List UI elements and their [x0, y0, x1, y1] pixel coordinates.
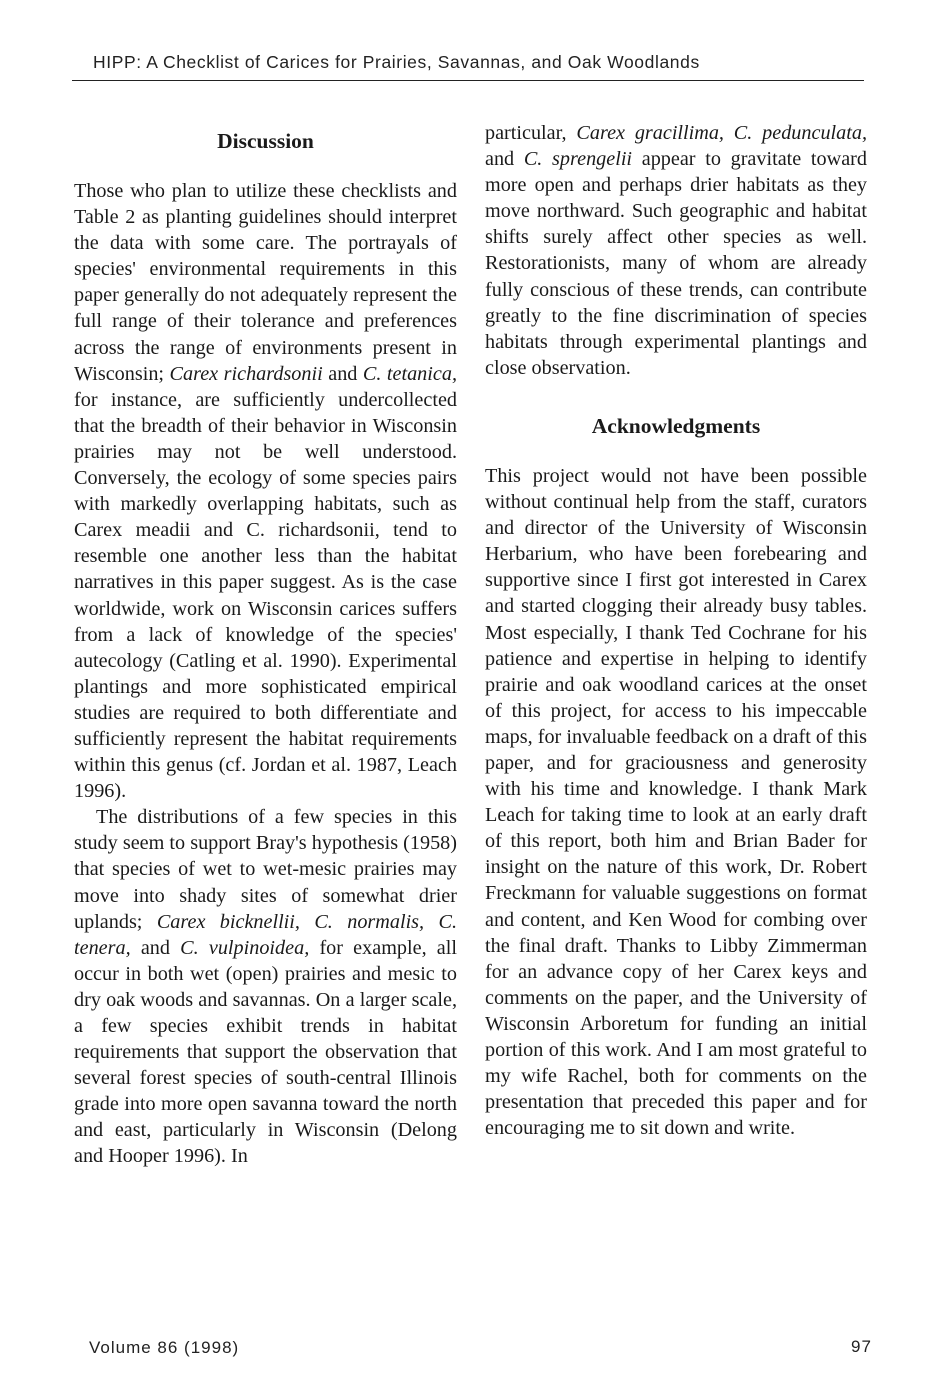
running-head: HIPP: A Checklist of Carices for Prairies, Savannas, and Oak Woodlands: [93, 52, 700, 72]
text-run: appear to gravitate toward more open and perhaps drier habitats as they move northward. Such geographic and habitat shifts surely affect other species as well. Restorationists, many of whom are already fully conscious of these trends, can contribute greatly to the fine discrimination of species habitats through experimental plantings and close observation.: [485, 148, 867, 379]
text-run: The distributions of a few species in this study seem to support Bray's hypothesis (1958) that species of wet to wet-mesic prairies may move into shady sites of somewhat drier uplands;: [74, 806, 457, 933]
volume-label: Volume 86 (1998): [89, 1338, 240, 1357]
species-name: C. sprengelii: [523, 148, 633, 171]
discussion-paragraph-3: [485, 120, 867, 381]
species-name: Carex richardsonii: [169, 362, 323, 385]
discussion-heading: Discussion: [217, 129, 314, 153]
text-run: and: [485, 148, 524, 171]
page-number: 97: [851, 1337, 872, 1356]
species-name: Carex bicknellii, C. normalis, C. tenera,: [74, 910, 457, 959]
discussion-paragraph-1: [74, 178, 457, 804]
acknowledgments-paragraph: This project would not have been possible without continual help from the staff, curators and director of the University of Wisconsin Herbarium, who have been forebearing and supportive since I first got interested in Carex and started clogging their already busy tables. Most especially, I thank Ted Cochrane for his patience and expertise in helping to identify prairie and oak woodland carices at the onset of this project, for access to his impeccable maps, for invaluable feedback on a draft of this paper, and for graciousness and generosity with his time and knowledge. I thank Mark Leach for taking time to look at an early draft of this report, both him and Brian Bader for insight on the nature of this work, Dr. Robert Freckmann for valuable suggestions on format and content, and Ken Wood for combing over the final draft. Thanks to Libby Zimmerman for an advance copy of her Carex keys and comments on the paper, and the University of Wisconsin Arboretum for funding an initial portion of this work. And I am most grateful to my wife Rachel, both for comments on the presentation that preceded this paper and for encouraging me to sit down and write.: [485, 464, 867, 1140]
species-name: Carex gracillima, C. pedunculata,: [576, 122, 867, 144]
text-run: for example, all occur in both wet (open) prairies and mesic to dry oak woods and savannas. On a larger scale, a few species exhibit trends in habitat requirements that support the observation that several forest species of south-central Illinois grade into more open savanna toward the north and east, particularly in Wisconsin (Delong and Hooper 1996). In: [74, 936, 457, 1168]
text-run: for instance, are sufficiently undercollected that the breadth of their behavior in Wisconsin prairies may not be well understood. Conversely, the ecology of some species pairs with markedly overlapping habitats, such as Carex meadii and C. richardsonii, tend to resemble one another less than the habitat narratives in this paper suggest. As is the case worldwide, work on Wisconsin carices suffers from a lack of knowledge of the species' autecology (Catling et al. 1990). Experimental plantings and more sophisticated empirical studies are required to both differentiate and sufficiently represent the habitat requirements within this genus (cf. Jordan et al. 1987, Leach 1996).: [74, 388, 457, 803]
left-column: [74, 120, 457, 1170]
header-rule: [72, 80, 864, 81]
text-run: and: [130, 936, 181, 959]
species-name: C. tetanica,: [362, 362, 457, 385]
species-name: C. vulpinoidea,: [180, 936, 310, 959]
discussion-paragraph-2: [74, 804, 457, 1169]
text-run: Those who plan to utilize these checklists and Table 2 as planting guidelines should interpret the data with some care. The portrayals of species' environmental requirements in this paper generally do not adequately represent the full range of their tolerance and preferences across the range of environments present in Wisconsin;: [74, 180, 457, 385]
text-run: and: [322, 362, 363, 385]
right-column: [485, 120, 867, 1141]
acknowledgments-heading: Acknowledgments: [591, 413, 761, 438]
text-run: particular,: [485, 122, 577, 144]
